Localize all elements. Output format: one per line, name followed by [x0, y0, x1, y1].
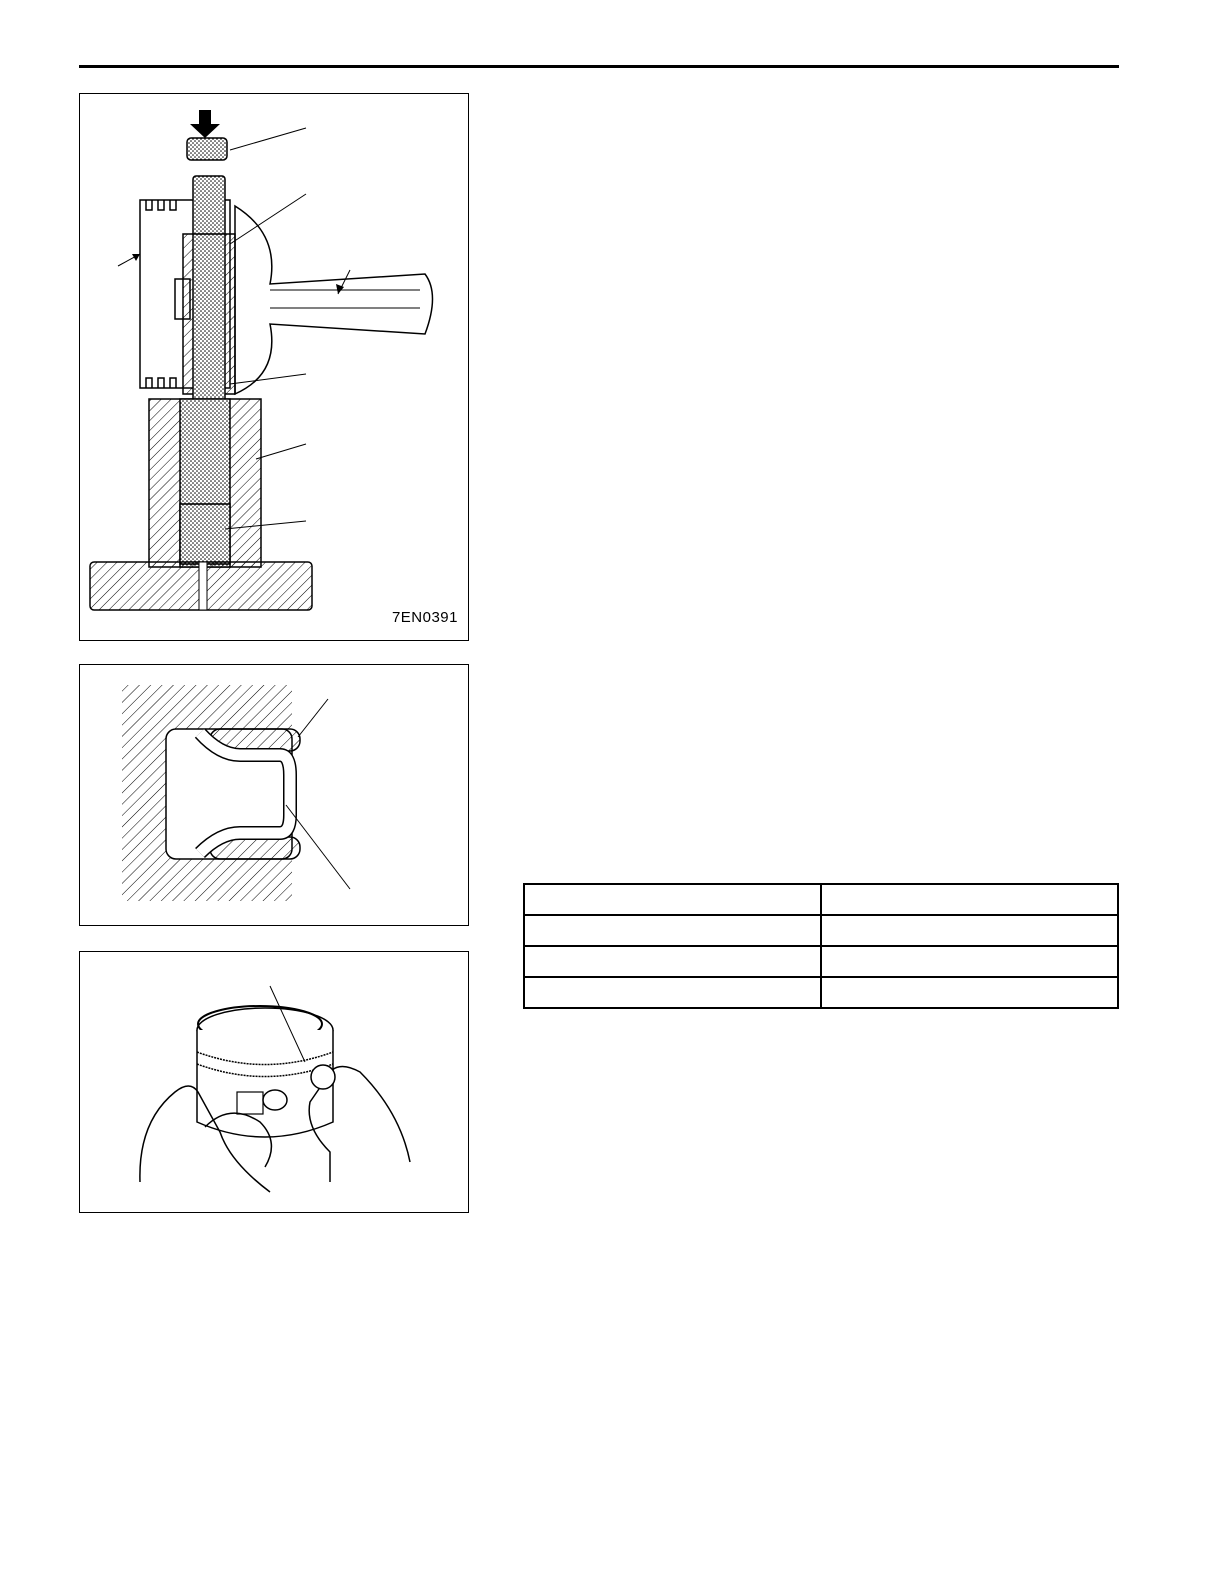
table-cell: [524, 884, 821, 915]
table-row: [524, 884, 1118, 915]
spec-table: [523, 883, 1119, 1009]
figure-press-removal: [79, 93, 469, 641]
figure-code: 7EN0391: [391, 609, 458, 626]
table-cell: [821, 977, 1118, 1008]
ring-cross-section-illustration: [80, 665, 469, 926]
table-cell: [524, 977, 821, 1008]
piston-ring-install-illustration: [80, 952, 469, 1213]
table-cell: [524, 915, 821, 946]
table-cell: [821, 884, 1118, 915]
figure-piston-ring-install: [79, 951, 469, 1213]
table-row: [524, 946, 1118, 977]
table-cell: [524, 946, 821, 977]
table-cell: [821, 915, 1118, 946]
header-rule: [79, 65, 1119, 68]
press-arrow-icon: [190, 110, 220, 138]
table-cell: [821, 946, 1118, 977]
table-row: [524, 915, 1118, 946]
figure-ring-cross-section: [79, 664, 469, 926]
press-removal-illustration: [80, 94, 469, 641]
table-row: [524, 977, 1118, 1008]
